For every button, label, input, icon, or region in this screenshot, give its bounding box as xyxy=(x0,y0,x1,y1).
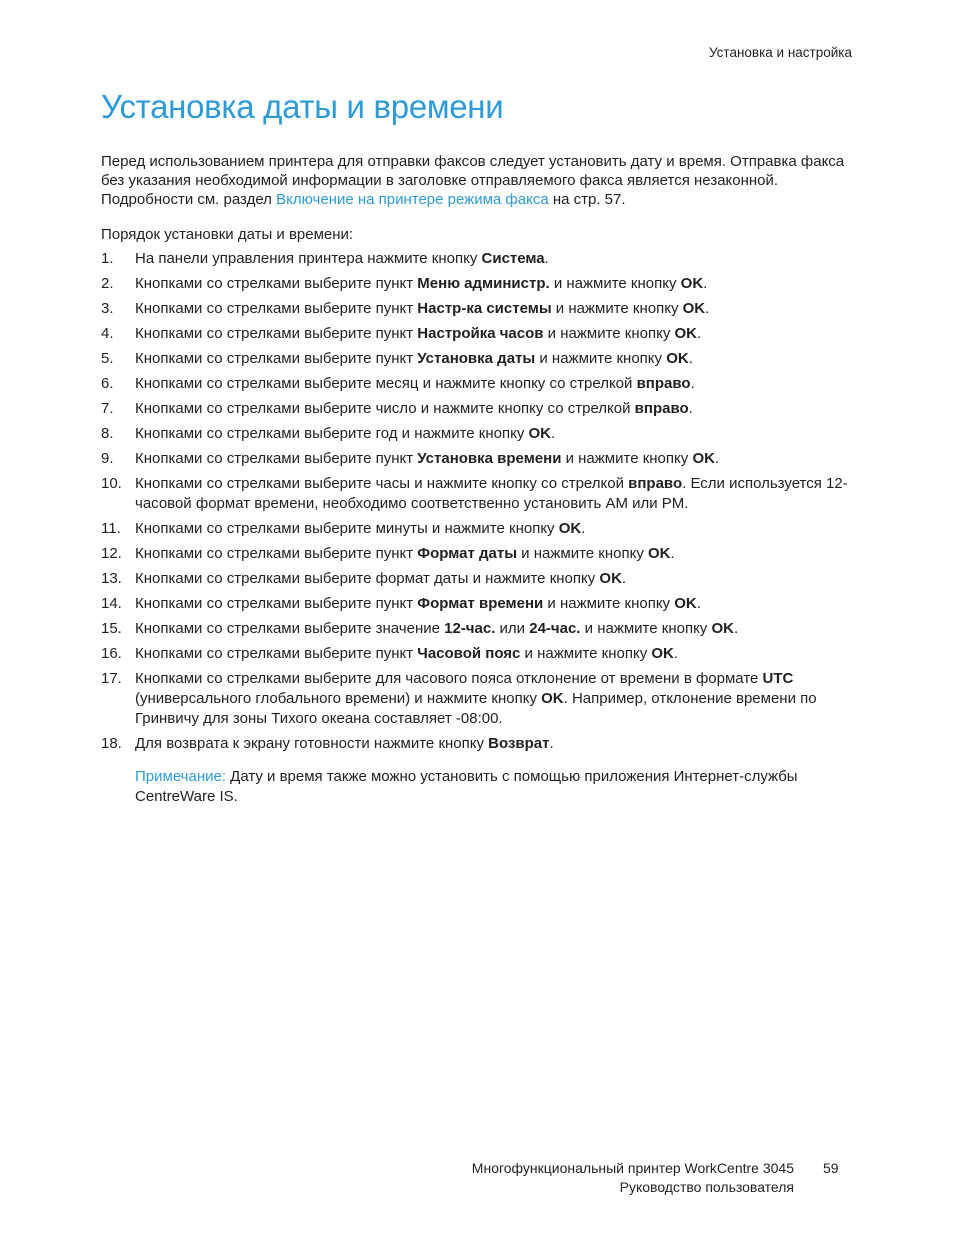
step-text: . xyxy=(705,300,710,317)
step-text: . Если используется 12-часовой формат времени, необходимо соответственно установить AM или PM. xyxy=(135,475,848,512)
step-ui-term: UTC xyxy=(762,670,794,687)
step-ui-term: OK xyxy=(651,645,674,662)
step-number: 6. xyxy=(101,375,114,392)
step-item xyxy=(101,544,861,564)
step-text: и нажмите кнопку xyxy=(549,275,681,292)
intro-suffix: на стр. 57. xyxy=(548,191,626,208)
page-number: 59 xyxy=(823,1160,839,1176)
steps-lead: Порядок установки даты и времени: xyxy=(101,226,354,243)
step-item xyxy=(101,619,861,639)
step-text: Кнопками со стрелками выберите пункт xyxy=(135,595,418,612)
step-ui-term: Установка даты xyxy=(417,350,536,367)
step-ui-term: OK xyxy=(648,545,671,562)
step-text: . xyxy=(670,545,675,562)
step-ui-term: Меню администр. xyxy=(417,275,550,292)
step-ui-term: вправо xyxy=(634,400,689,417)
step-item xyxy=(101,519,861,539)
step-number: 1. xyxy=(101,250,114,267)
step-text: или xyxy=(495,620,530,637)
footer-product: Многофункциональный принтер WorkCentre 3045 xyxy=(471,1160,794,1176)
step-text: Кнопками со стрелками выберите пункт xyxy=(135,450,418,467)
step-text: . xyxy=(688,350,693,367)
step-text: . xyxy=(551,425,556,442)
step-ui-term: Установка времени xyxy=(417,450,562,467)
step-ui-term: OK xyxy=(680,275,704,292)
step-item xyxy=(101,399,861,419)
step-text: Кнопками со стрелками выберите пункт xyxy=(135,300,418,317)
step-ui-term: OK xyxy=(692,450,715,467)
step-text: Кнопками со стрелками выберите пункт xyxy=(135,350,418,367)
step-number: 3. xyxy=(101,300,114,317)
step-text: . xyxy=(690,375,695,392)
note-text: Дату и время также можно установить с помощью приложения Интернет-службы CentreWare IS. xyxy=(135,768,798,805)
step-item xyxy=(101,569,861,589)
step-item xyxy=(101,644,861,664)
step-ui-term: Система xyxy=(481,250,545,267)
step-number: 14. xyxy=(101,595,122,612)
step-number: 7. xyxy=(101,400,114,417)
step-text: Кнопками со стрелками выберите месяц и нажмите кнопку со стрелкой xyxy=(135,375,637,392)
step-number: 16. xyxy=(101,645,122,662)
step-number: 18. xyxy=(101,735,122,752)
step-item xyxy=(101,274,861,294)
step-ui-term: OK xyxy=(674,595,697,612)
step-ui-term: вправо xyxy=(628,475,683,492)
step-ui-term: 12-час. xyxy=(444,620,496,637)
step-text: и нажмите кнопку xyxy=(517,545,649,562)
step-text: (универсального глобального времени) и нажмите кнопку xyxy=(135,690,542,707)
note-label: Примечание: xyxy=(135,768,226,785)
step-text: . xyxy=(688,400,693,417)
step-text: . xyxy=(549,735,554,752)
step-text: . xyxy=(621,570,627,587)
step-ui-term: OK xyxy=(674,325,698,342)
step-text: и нажмите кнопку xyxy=(543,325,675,342)
step-item xyxy=(101,349,861,369)
step-text: . xyxy=(544,250,549,267)
step-item xyxy=(101,249,861,269)
step-text: Кнопками со стрелками выберите минуты и нажмите кнопку xyxy=(135,520,559,537)
running-header: Установка и настройка xyxy=(708,45,852,60)
step-text: На панели управления принтера нажмите кнопку xyxy=(135,250,482,267)
step-ui-term: вправо xyxy=(636,375,691,392)
step-text: и нажмите кнопку xyxy=(535,350,667,367)
step-ui-term: Настройка часов xyxy=(417,325,544,342)
step-ui-term: OK xyxy=(666,350,689,367)
step-number: 13. xyxy=(101,570,122,587)
step-number: 15. xyxy=(101,620,122,637)
step-text: Кнопками со стрелками выберите пункт xyxy=(135,325,418,342)
intro-paragraph xyxy=(101,152,861,209)
step-text: . xyxy=(697,325,702,342)
step-text: Кнопками со стрелками выберите значение xyxy=(135,620,445,637)
step-text: . xyxy=(714,450,720,467)
step-number: 11. xyxy=(101,520,121,537)
step-text: Кнопками со стрелками выберите пункт xyxy=(135,645,418,662)
step-number: 9. xyxy=(101,450,114,467)
step-item xyxy=(101,299,861,319)
step-text: . xyxy=(581,520,586,537)
step-text: Для возврата к экрану готовности нажмите кнопку xyxy=(135,735,489,752)
step-ui-term: OK xyxy=(711,620,734,637)
footer-guide: Руководство пользователя xyxy=(619,1179,794,1195)
step-ui-term: OK xyxy=(541,690,564,707)
step-text: и нажмите кнопку xyxy=(580,620,712,637)
step-text: Кнопками со стрелками выберите пункт xyxy=(135,275,418,292)
steps-list xyxy=(101,249,861,759)
step-number: 17. xyxy=(101,670,122,687)
step-text: . xyxy=(696,595,701,612)
intro-text: Перед использованием принтера для отправки факсов следует установить дату и время. Отправка факса без указания необходимой информации в заголовке отправляемого факса является незаконной. Подробности см. раздел xyxy=(101,153,845,208)
step-text: Кнопками со стрелками выберите год и нажмите кнопку xyxy=(135,425,529,442)
step-number: 5. xyxy=(101,350,114,367)
step-item xyxy=(101,594,861,614)
step-ui-term: OK xyxy=(528,425,552,442)
step-text: и нажмите кнопку xyxy=(551,300,683,317)
step-number: 10. xyxy=(101,475,122,492)
step-text: . xyxy=(673,645,679,662)
step-ui-term: Формат даты xyxy=(417,545,518,562)
step-text: и нажмите кнопку xyxy=(520,645,652,662)
step-item xyxy=(101,734,861,754)
step-ui-term: Возврат xyxy=(488,735,550,752)
step-text: Кнопками со стрелками выберите часы и нажмите кнопку со стрелкой xyxy=(135,475,629,492)
step-number: 8. xyxy=(101,425,114,442)
fax-mode-link[interactable]: Включение на принтере режима факса xyxy=(276,191,549,208)
step-item xyxy=(101,324,861,344)
step-number: 4. xyxy=(101,325,114,342)
step-ui-term: OK xyxy=(599,570,622,587)
step-item xyxy=(101,449,861,469)
step-ui-term: OK xyxy=(558,520,582,537)
step-number: 2. xyxy=(101,275,114,292)
step-text: . xyxy=(703,275,708,292)
step-number: 12. xyxy=(101,545,122,562)
step-ui-term: Формат времени xyxy=(417,595,544,612)
step-ui-term: OK xyxy=(682,300,706,317)
step-ui-term: Настр-ка системы xyxy=(417,300,552,317)
step-item xyxy=(101,374,861,394)
step-text: Кнопками со стрелками выберите формат даты и нажмите кнопку xyxy=(135,570,600,587)
note xyxy=(135,767,865,807)
step-item xyxy=(101,474,861,514)
step-ui-term: Часовой пояс xyxy=(417,645,521,662)
step-ui-term: 24-час. xyxy=(529,620,581,637)
page-title: Установка даты и времени xyxy=(101,88,504,125)
step-text: Кнопками со стрелками выберите для часового пояса отклонение от времени в формате xyxy=(135,670,763,687)
step-text: и нажмите кнопку xyxy=(561,450,693,467)
step-text: . xyxy=(733,620,739,637)
footer xyxy=(400,1159,794,1197)
step-item xyxy=(101,669,861,729)
step-text: и нажмите кнопку xyxy=(543,595,675,612)
step-text: Кнопками со стрелками выберите пункт xyxy=(135,545,418,562)
step-item xyxy=(101,424,861,444)
step-text: . Например, отклонение времени по Гринвичу для зоны Тихого океана составляет -08:00. xyxy=(135,690,817,727)
step-text: Кнопками со стрелками выберите число и нажмите кнопку со стрелкой xyxy=(135,400,635,417)
